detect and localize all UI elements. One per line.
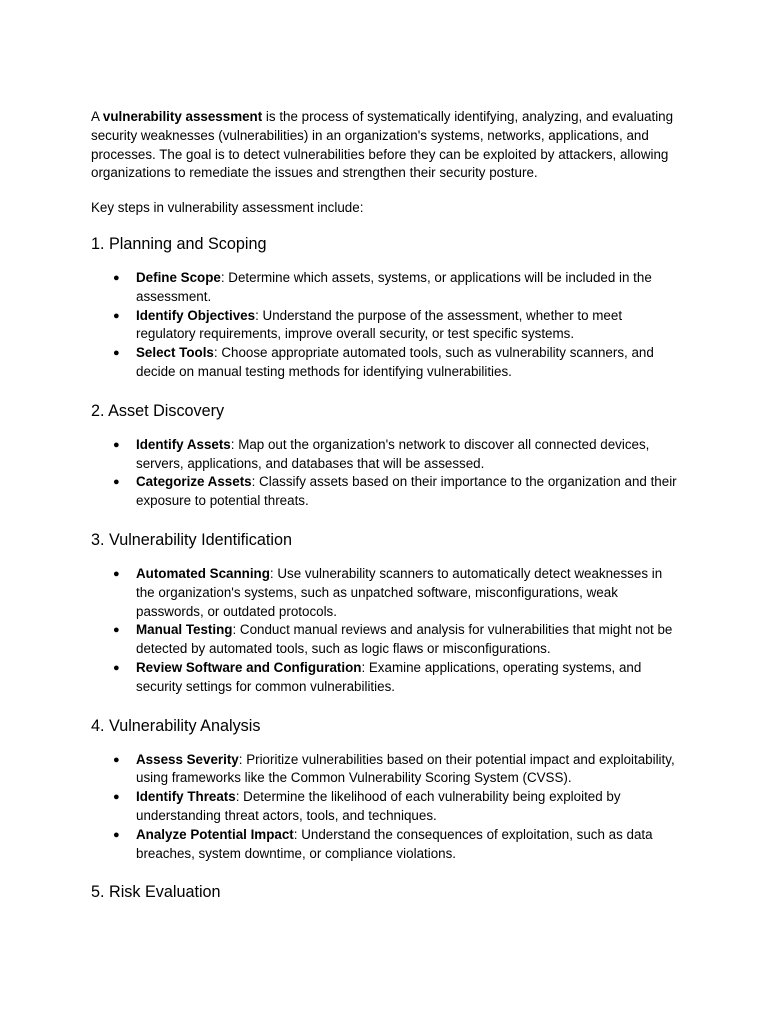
item-text: : Understand the purpose of the assessment, whether to meet regulatory requirements, improve overall security, or test specific systems. (136, 307, 623, 342)
item-term: Review Software and Configuration (136, 659, 362, 675)
item-text: : Classify assets based on their importance to the organization and their exposure to potential threats. (136, 474, 677, 509)
section-list-planning (91, 269, 680, 382)
list-item (91, 659, 680, 697)
bullet-icon: ● (113, 309, 120, 322)
bullet-icon: ● (113, 271, 120, 284)
item-text: : Understand the consequences of exploitation, such as data breaches, system downtime, or compliance violations. (136, 826, 653, 861)
bullet-icon: ● (113, 476, 120, 489)
key-steps-paragraph: Key steps in vulnerability assessment include: (91, 200, 364, 216)
item-term: Analyze Potential Impact (136, 826, 294, 842)
list-item (91, 826, 680, 864)
intro-pre: A (91, 109, 103, 124)
list-item (91, 751, 680, 789)
intro-post: is the process of systematically identifying, analyzing, and evaluating security weaknesses (vulnerabilities) in an organization's systems, networks, applications, and processes. The goal is to detect vulnerabilities before they can be exploited by attackers, allowing organizations to remediate the issues and strengthen their security posture. (91, 109, 674, 181)
list-item (91, 473, 680, 511)
list-item (91, 436, 680, 474)
section-heading-risk-evaluation: 5. Risk Evaluation (91, 883, 221, 902)
bullet-icon: ● (113, 438, 120, 451)
section-list-vulnerability-identification (91, 565, 680, 697)
intro-paragraph (91, 108, 680, 183)
item-term: Identify Objectives (136, 307, 256, 323)
section-heading-planning: 1. Planning and Scoping (91, 234, 267, 253)
bullet-icon: ● (113, 828, 120, 841)
item-term: Define Scope (136, 269, 221, 285)
bullet-icon: ● (113, 624, 120, 637)
item-term: Select Tools (136, 345, 214, 361)
item-term: Identify Threats (136, 789, 236, 805)
bullet-icon: ● (113, 567, 120, 580)
bullet-icon: ● (113, 347, 120, 360)
item-text: : Use vulnerability scanners to automatically detect weaknesses in the organization's systems, such as unpatched software, misconfigurations, weak passwords, or outdated protocols. (136, 565, 663, 619)
item-text: : Choose appropriate automated tools, such as vulnerability scanners, and decide on manual testing methods for identifying vulnerabilities. (136, 345, 654, 379)
item-text: : Conduct manual reviews and analysis for vulnerabilities that might not be detected by automated tools, such as logic flaws or misconfigurations. (136, 622, 673, 657)
item-term: Automated Scanning (136, 565, 270, 581)
list-item (91, 307, 680, 345)
list-item (91, 621, 680, 659)
list-item (91, 344, 680, 382)
item-term: Assess Severity (136, 751, 239, 767)
item-term: Identify Assets (136, 436, 231, 452)
section-heading-asset-discovery: 2. Asset Discovery (91, 401, 225, 420)
item-text: : Prioritize vulnerabilities based on their potential impact and exploitability, using frameworks like the Common Vulnerability Scoring System (CVSS). (136, 751, 675, 786)
item-term: Manual Testing (136, 622, 233, 638)
section-heading-vulnerability-analysis: 4. Vulnerability Analysis (91, 716, 261, 735)
section-heading-vulnerability-identification: 3. Vulnerability Identification (91, 530, 292, 549)
item-text: : Map out the organization's network to discover all connected devices, servers, applications, and databases that will be assessed. (136, 436, 650, 471)
list-item (91, 788, 680, 826)
item-text: : Determine the likelihood of each vulnerability being exploited by understanding threat actors, tools, and techniques. (136, 789, 621, 823)
item-term: Categorize Assets (136, 474, 252, 490)
bullet-icon: ● (113, 753, 120, 766)
section-list-asset-discovery (91, 436, 680, 511)
bullet-icon: ● (113, 791, 120, 804)
bullet-icon: ● (113, 661, 120, 674)
item-text: : Determine which assets, systems, or applications will be included in the assessment. (136, 269, 652, 304)
list-item (91, 269, 680, 307)
intro-bold-term: vulnerability assessment (102, 109, 263, 124)
section-list-vulnerability-analysis (91, 751, 680, 864)
list-item (91, 565, 680, 621)
item-text: : Examine applications, operating systems, and security settings for common vulnerabilities. (136, 659, 642, 694)
